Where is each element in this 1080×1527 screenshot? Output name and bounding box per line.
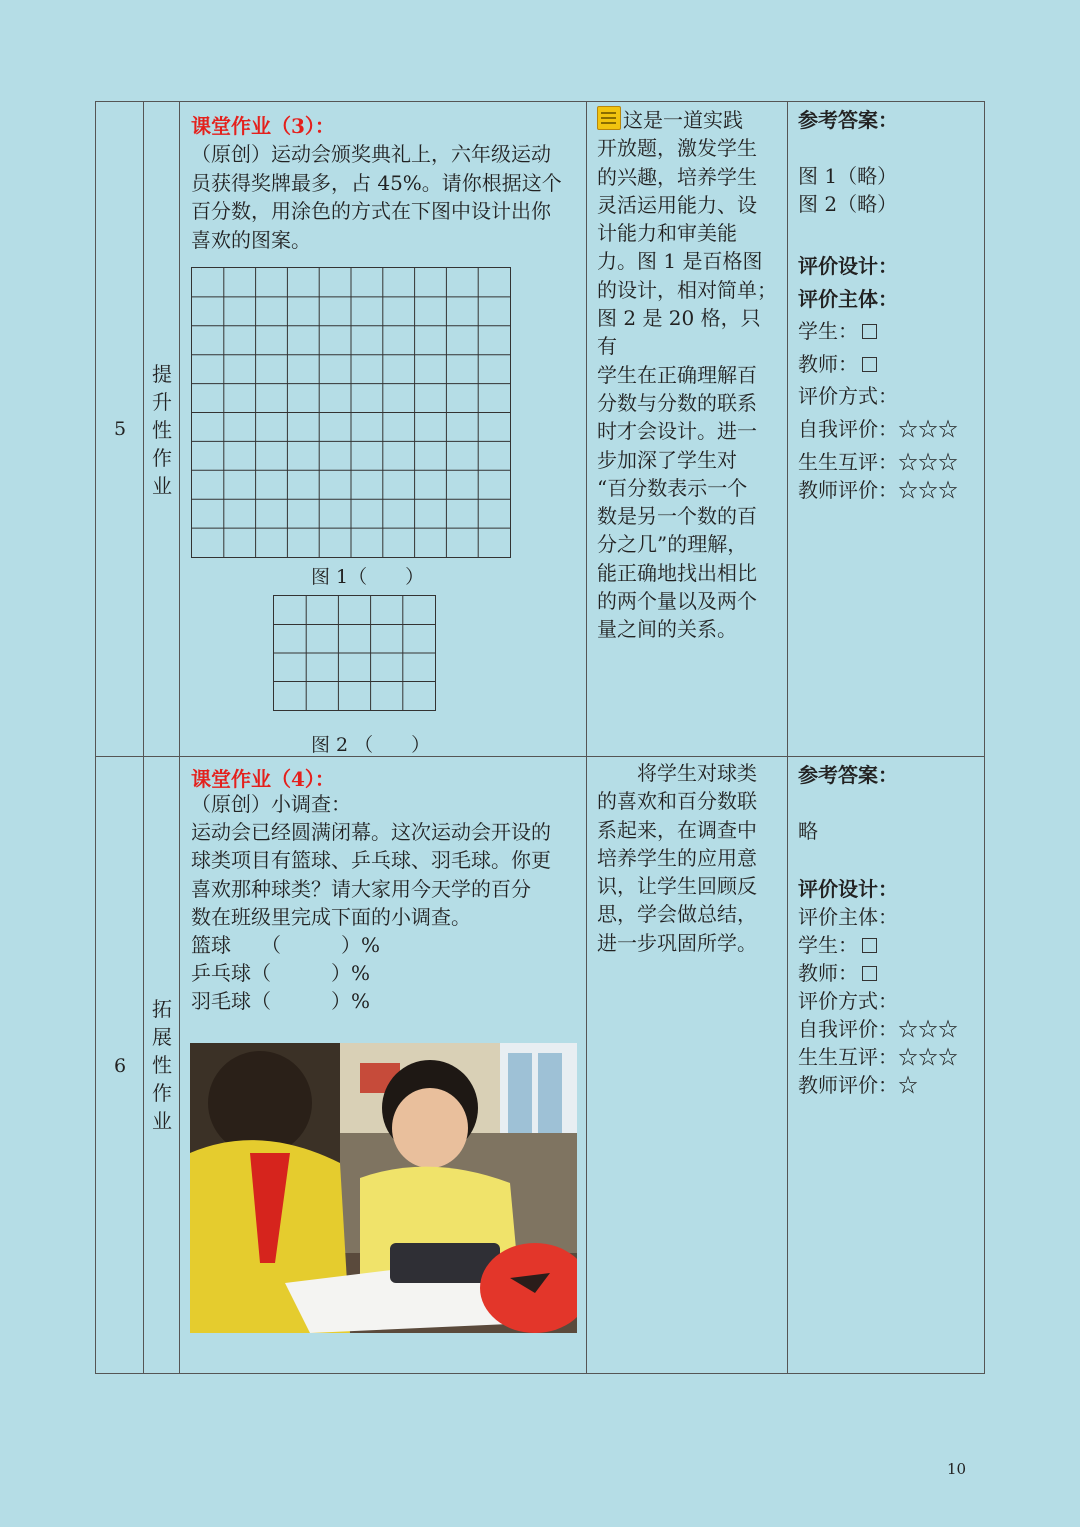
eval-design-heading: 评价设计： <box>798 254 898 278</box>
task-description: （原创）运动会颁奖典礼上，六年级运动 员获得奖牌最多，占 45%。请你根据这个 百分数，用涂色的方式在下图中设计出你 喜欢的图案。 <box>191 142 562 252</box>
task-cell <box>180 757 587 1373</box>
teacher-checkbox[interactable] <box>862 357 877 372</box>
student-checkbox[interactable] <box>862 938 877 953</box>
twenty-grid[interactable] <box>273 595 436 711</box>
task-description: （原创）小调查： 运动会已经圆满闭幕。这次运动会开设的 球类项目有篮球、乒乓球、羽毛球。你更 喜欢那种球类？请大家用今天学的百分 数在班级里完成下面的小调查。 篮球 （ ）% 乒乓球（ ）% 羽毛球（ ）% <box>191 792 551 1014</box>
eval-method: 评价方式： <box>798 384 898 408</box>
teacher-checkbox[interactable] <box>862 966 877 981</box>
answer-2: 图 2（略） <box>798 192 898 216</box>
task-title: 课堂作业（4）： <box>191 767 335 791</box>
page-number: 10 <box>947 1460 967 1478</box>
notebook-icon <box>597 106 621 130</box>
design-intent-text: 这是一道实践 开放题，激发学生 的兴趣，培养学生 灵活运用能力、设 计能力和审美能 力。图 1 是百格图 的设计，相对简单； 图 2 是 20 格，只有 学生在正确理解百 分数与分数的联系 时才会设计。进一 步加深了学生对 “百分数表示一个 数是另一个数的百 分之几”的理解， 能正确地找出相比 的两个量以及两个 量之间的关系。 <box>597 108 777 642</box>
task-cell <box>180 102 587 756</box>
hundred-grid[interactable] <box>191 267 511 558</box>
row-number: 5 <box>113 418 127 440</box>
student-checkbox-row: 学生： <box>798 315 877 344</box>
row-number-cell <box>96 757 144 1373</box>
figure-2-caption: 图 2 （ ） <box>311 734 431 756</box>
design-intent-cell <box>587 757 788 1373</box>
self-eval: 自我评价：☆☆☆ <box>798 1017 958 1041</box>
homework-type-label: 提 升 性 作 业 <box>152 362 172 498</box>
self-eval: 自我评价：☆☆☆ <box>798 417 958 441</box>
peer-eval: 生生互评：☆☆☆ <box>798 450 958 474</box>
teacher-checkbox-row: 教师： <box>798 348 877 377</box>
figure-1-caption: 图 1（ ） <box>311 566 425 588</box>
answer-1: 图 1（略） <box>798 164 898 188</box>
answer-1: 略 <box>798 819 818 843</box>
teacher-eval: 教师评价：☆ <box>798 1073 918 1097</box>
eval-subject-heading: 评价主体： <box>798 905 898 929</box>
evaluation-cell <box>788 757 986 1373</box>
classroom-photo <box>190 1043 577 1333</box>
answer-heading: 参考答案： <box>798 108 898 132</box>
design-intent-text: 将学生对球类 的喜欢和百分数联 系起来，在调查中 培养学生的应用意 识，让学生回顾反 思，学会做总结， 进一步巩固所学。 <box>597 761 757 955</box>
teacher-checkbox-row: 教师： <box>798 957 877 986</box>
design-intent-cell <box>587 102 788 756</box>
task-title: 课堂作业（3）： <box>191 114 335 138</box>
row-number-cell <box>96 102 144 756</box>
eval-subject-heading: 评价主体： <box>798 287 898 311</box>
homework-type-cell <box>144 102 180 756</box>
peer-eval: 生生互评：☆☆☆ <box>798 1045 958 1069</box>
row-number: 6 <box>113 1055 127 1077</box>
table-row-6 <box>96 757 984 1373</box>
teacher-eval: 教师评价：☆☆☆ <box>798 478 958 502</box>
homework-type-cell <box>144 757 180 1373</box>
student-checkbox-row: 学生： <box>798 929 877 958</box>
table-row-5 <box>96 102 984 757</box>
student-checkbox[interactable] <box>862 324 877 339</box>
eval-method: 评价方式： <box>798 989 898 1013</box>
answer-heading: 参考答案： <box>798 763 898 787</box>
homework-type-label: 拓 展 性 作 业 <box>152 997 172 1133</box>
evaluation-cell <box>788 102 986 756</box>
eval-design-heading: 评价设计： <box>798 877 898 901</box>
homework-table <box>95 101 985 1374</box>
